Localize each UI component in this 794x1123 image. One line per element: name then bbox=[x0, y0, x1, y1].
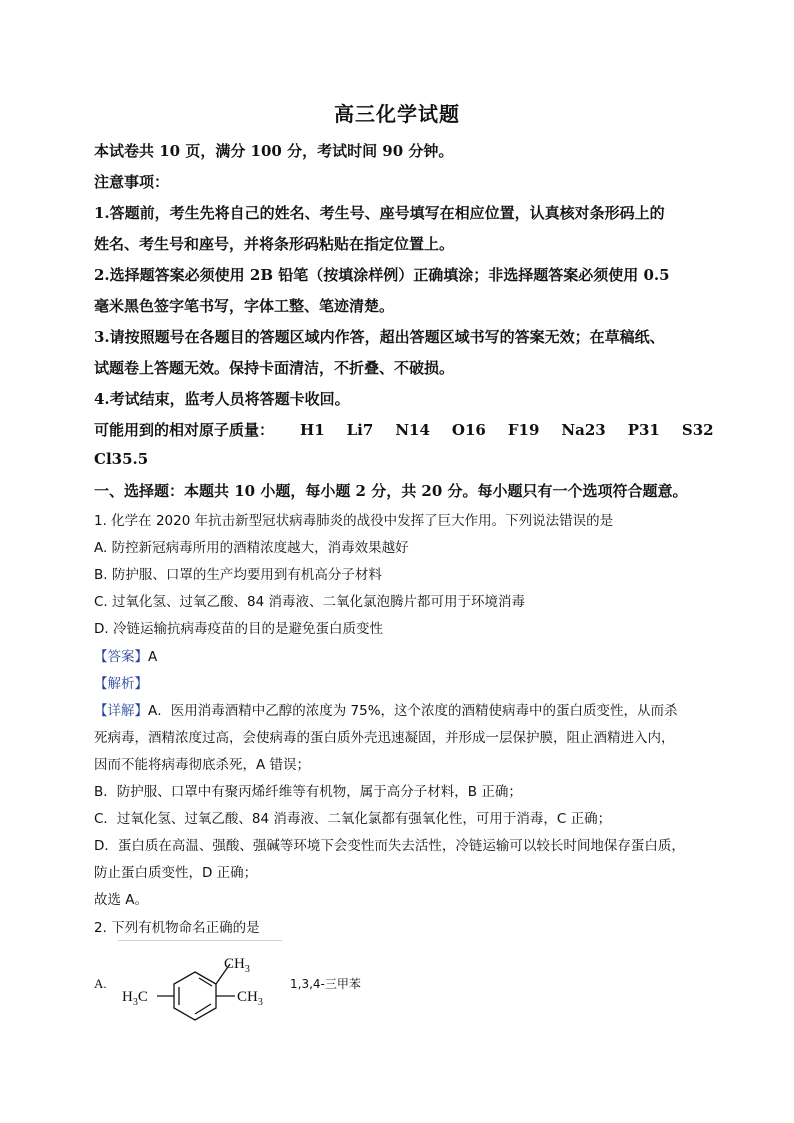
compound-name: 1,3,4-三甲苯 bbox=[290, 977, 361, 991]
benzene-ring bbox=[157, 964, 235, 1020]
detail-line: B．防护服、口罩中有聚丙烯纤维等有机物，属于高分子材料，B 正确； bbox=[94, 784, 522, 800]
ch3-group: $CH_3$ bbox=[224, 956, 250, 975]
section-heading: 一、选择题：本题共 10 小题，每小题 2 分，共 20 分。每小题只有一个选项符合题意。 bbox=[94, 482, 688, 500]
detail-line: D．蛋白质在高温、强酸、强碱等环境下会变性而失去活性，冷链运输可以较长时间地保存蛋白质， bbox=[94, 838, 685, 854]
detail-line: C．过氧化氢、过氧乙酸、84 消毒液、二氧化氯都有强氧化性，可用于消毒，C 正确； bbox=[94, 811, 612, 827]
detail-line: 故选 A。 bbox=[94, 892, 149, 908]
atomic-mass-item: Na23 bbox=[561, 421, 606, 439]
detail-tag: 【详解】 bbox=[94, 703, 148, 719]
option-label: A. bbox=[94, 976, 107, 991]
ch3-group: $CH_3$ bbox=[237, 989, 263, 1008]
atomic-mass-item: N14 bbox=[395, 421, 430, 439]
atomic-mass-line bbox=[94, 419, 714, 440]
atomic-mass-item: P31 bbox=[627, 421, 660, 439]
trimethylbenzene-structure bbox=[94, 940, 394, 1050]
question-stem: 2. 下列有机物命名正确的是 bbox=[94, 920, 260, 936]
question-option: D. 冷链运输抗病毒疫苗的目的是避免蛋白质变性 bbox=[94, 621, 383, 637]
answer-value: A bbox=[148, 649, 158, 665]
notice-line: 1.答题前，考生先将自己的姓名、考生号、座号填写在相应位置，认真核对条形码上的 bbox=[94, 204, 665, 222]
analysis-line bbox=[94, 672, 148, 692]
exam-intro: 本试卷共 10 页，满分 100 分，考试时间 90 分钟。 bbox=[94, 142, 454, 160]
detail-line: 死病毒，酒精浓度过高，会使病毒的蛋白质外壳迅速凝固，并形成一层保护膜，阻止酒精进入内， bbox=[94, 730, 675, 746]
answer-line bbox=[94, 645, 157, 665]
atomic-mass-item: S32 bbox=[681, 421, 714, 439]
question-option: A. 防控新冠病毒所用的酒精浓度越大，消毒效果越好 bbox=[94, 540, 409, 556]
atomic-mass-item: H1 bbox=[300, 421, 325, 439]
notice-line: 4.考试结束，监考人员将答题卡收回。 bbox=[94, 390, 350, 408]
notice-heading: 注意事项： bbox=[94, 173, 170, 191]
notice-line: 姓名、考生号和座号，并将条形码粘贴在指定位置上。 bbox=[94, 235, 455, 253]
notice-line: 2.选择题答案必须使用 2B 铅笔（按填涂样例）正确填涂；非选择题答案必须使用 0.5 bbox=[94, 266, 670, 284]
detail-line: 防止蛋白质变性，D 正确； bbox=[94, 865, 258, 881]
detail-line bbox=[94, 699, 678, 719]
detail-line: 因而不能将病毒彻底杀死，A 错误； bbox=[94, 757, 311, 773]
notice-line: 3.请按照题号在各题目的答题区域内作答，超出答题区域书写的答案无效；在草稿纸、 bbox=[94, 328, 665, 346]
detail-text: A．医用消毒酒精中乙醇的浓度为 75%，这个浓度的酒精使病毒中的蛋白质变性，从而杀 bbox=[148, 703, 678, 719]
atomic-mass-label: 可能用到的相对原子质量： bbox=[94, 421, 275, 439]
page-title: 高三化学试题 bbox=[334, 102, 460, 126]
notice-line: 试题卷上答题无效。保持卡面清洁，不折叠、不破损。 bbox=[94, 359, 455, 377]
notice-line: 毫米黑色签字笔书写，字体工整、笔迹清楚。 bbox=[94, 297, 395, 315]
atomic-mass-item: F19 bbox=[507, 421, 540, 439]
question-option: C. 过氧化氢、过氧乙酸、84 消毒液、二氧化氯泡腾片都可用于环境消毒 bbox=[94, 594, 525, 610]
atomic-mass-item: Cl35.5 bbox=[94, 450, 149, 468]
atomic-mass-item: O16 bbox=[451, 421, 486, 439]
h3c-group: $H_3C$ bbox=[122, 989, 148, 1008]
answer-tag: 【答案】 bbox=[94, 649, 148, 665]
question-option: B. 防护服、口罩的生产均要用到有机高分子材料 bbox=[94, 567, 382, 583]
analysis-tag: 【解析】 bbox=[94, 676, 148, 692]
question-stem: 1. 化学在 2020 年抗击新型冠状病毒肺炎的战役中发挥了巨大作用。下列说法错误的是 bbox=[94, 513, 614, 529]
atomic-mass-item: Li7 bbox=[346, 421, 374, 439]
